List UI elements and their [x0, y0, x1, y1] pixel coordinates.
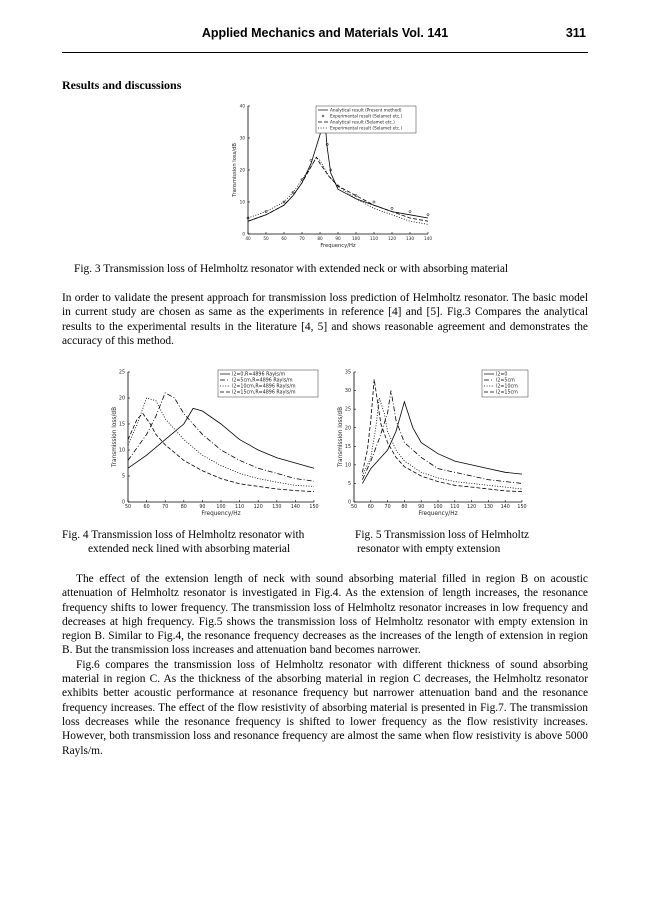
y-tick-label: 30: [344, 389, 351, 395]
y-tick-label: 5: [121, 474, 125, 480]
y-tick-label: 25: [118, 370, 125, 376]
legend-entry: l2=0: [496, 372, 508, 378]
legend-entry: l2=0,R=4896 Rayls/m: [232, 372, 286, 378]
legend-entry: l2=5cm: [496, 378, 515, 384]
legend: [316, 106, 416, 133]
y-tick-label: 10: [239, 199, 245, 205]
y-tick-label: 20: [118, 396, 125, 402]
y-tick-label: 35: [344, 370, 351, 376]
x-tick-label: 150: [517, 505, 527, 510]
series-line-3: [362, 398, 522, 489]
figure-3-caption: Fig. 3 Transmission loss of Helmholtz resonator with extended neck or with absorbing material: [74, 263, 509, 275]
x-tick-label: 130: [406, 236, 414, 241]
legend: [482, 370, 528, 397]
y-tick-label: 10: [118, 448, 125, 454]
x-tick-label: 100: [216, 505, 226, 510]
x-tick-label: 50: [350, 505, 358, 510]
y-tick-label: 20: [344, 426, 351, 432]
x-tick-label: 130: [272, 505, 282, 510]
x-tick-label: 140: [424, 236, 432, 241]
y-tick-label: 0: [121, 500, 125, 506]
y-tick-label: 25: [344, 407, 351, 413]
figure-4-caption: [62, 528, 304, 556]
running-header: [62, 22, 588, 53]
journal-title: Applied Mechanics and Materials Vol. 141: [201, 26, 449, 40]
legend-entry: l2=10cm,R=4896 Rayls/m: [232, 384, 296, 390]
paragraph-2: The effect of the extension length of neck with sound absorbing material filled in region B on acoustic attenuation of Helmholtz resonator is investigated in Fig.4. As the extension of length increases, the resonance frequency shifts to lower frequency. The transmission loss of Helmholtz resonator increases in low frequency and decreases at high frequency. Fig.5 shows the transmission loss of Helmholtz resonator with empty extension in region B. Similar to Fig.4, the resonance frequency decreases as the increases of the length of extension in region B. But the transmission loss increases and attenuation band becomes narrower.: [62, 573, 588, 657]
x-tick-label: 100: [352, 236, 360, 241]
x-tick-label: 110: [235, 505, 245, 510]
legend-entry: Experimental result (Selamet etc.): [330, 113, 403, 119]
x-tick-label: 90: [199, 505, 206, 510]
y-tick-label: 0: [242, 231, 245, 237]
legend-entry: l2=5cm,R=4896 Rayls/m: [232, 378, 293, 384]
x-tick-label: 150: [309, 505, 319, 510]
x-tick-label: 120: [253, 505, 263, 510]
x-tick-label: 90: [418, 505, 425, 510]
x-tick-label: 110: [370, 236, 378, 241]
figure-3-chart: [230, 100, 440, 258]
series-line-2: [362, 391, 522, 484]
x-tick-label: 90: [335, 236, 341, 241]
x-axis-label: Frequency/Hz: [320, 243, 356, 249]
x-tick-label: 80: [401, 505, 408, 510]
section-title: Results and discussions: [62, 78, 182, 92]
figure-4-caption-line2: extended neck lined with absorbing material: [88, 543, 291, 555]
data-point: [373, 201, 375, 203]
paragraph-1-text: In order to validate the present approach for transmission loss prediction of Helmholtz resonator. The basic model in current study are chosen as same as the experiments in reference [4] and [5]. Fig.3 Compares the analytical results to the experimental results in the literature [4, 5] and shows reasonable agreement and demonstrates the accuracy of this method.: [62, 292, 588, 347]
y-tick-label: 5: [347, 482, 351, 488]
x-axis-label: Frequency/Hz: [418, 511, 458, 517]
y-axis-label: Transmission loss/dB: [338, 406, 344, 468]
y-tick-label: 20: [239, 167, 245, 173]
series-line-1: [128, 408, 314, 468]
x-tick-label: 40: [245, 236, 251, 241]
figure-5-caption: [355, 528, 529, 556]
paragraph-3: Fig.6 compares the transmission loss of Helmholtz resonator with different thickness of sound absorbing material in region C. As the thickness of the absorbing material in region C decreases, the Helmholtz resonator exhibits better acoustic performance at resonance frequency but narrower attenuation band and the resonance frequency increases. The effect of the flow resistivity of absorbing material is presented in Fig.7. The transmission loss decreases while the resonance frequency is shifted to lower frequency as the flow resistivity increases. However, both transmission loss and resonance frequency are almost the same when flow resistivity is above 5000 Rayls/m.: [62, 658, 588, 757]
x-tick-label: 70: [162, 505, 169, 510]
series-line-4: [128, 414, 314, 492]
y-tick-label: 15: [118, 422, 125, 428]
x-tick-label: 120: [388, 236, 396, 241]
x-tick-label: 50: [263, 236, 269, 241]
figure-5-caption-line2: resonator with empty extension: [357, 543, 501, 555]
x-tick-label: 140: [500, 505, 510, 510]
page-number: 311: [565, 26, 586, 40]
y-tick-label: 10: [344, 463, 351, 469]
series-line-1: [362, 402, 522, 484]
y-tick-label: 0: [347, 500, 351, 506]
x-tick-label: 60: [367, 505, 374, 510]
data-point: [391, 207, 393, 209]
x-tick-label: 80: [180, 505, 187, 510]
legend-entry: Analytical result (Present method): [330, 107, 402, 113]
x-tick-label: 50: [124, 505, 132, 510]
x-tick-label: 120: [467, 505, 477, 510]
x-tick-label: 70: [299, 236, 305, 241]
legend-entry: Analytical result (Selamet etc.): [330, 119, 395, 125]
legend-entry: l2=10cm: [496, 384, 518, 390]
paragraph-1: [62, 291, 588, 348]
legend-entry: l2=15cm,R=4896 Rayls/m: [232, 390, 296, 396]
x-tick-label: 70: [384, 505, 391, 510]
x-tick-label: 80: [317, 236, 323, 241]
legend: [218, 370, 318, 397]
y-axis-label: Transmission loss/dB: [232, 143, 238, 197]
figure-4-chart: [100, 366, 322, 526]
x-tick-label: 60: [281, 236, 287, 241]
y-tick-label: 30: [239, 135, 245, 141]
x-tick-label: 100: [433, 505, 443, 510]
legend-entry: Experimental result (Selamet etc.): [330, 125, 403, 131]
series-line-4: [248, 157, 428, 224]
legend-entry: l2=15cm: [496, 390, 518, 396]
x-tick-label: 60: [143, 505, 150, 510]
figure-4-caption-line1: Fig. 4 Transmission loss of Helmholtz resonator with: [62, 529, 305, 541]
series-line-3: [128, 398, 314, 486]
x-tick-label: 130: [483, 505, 493, 510]
x-axis-label: Frequency/Hz: [201, 511, 241, 517]
y-axis-label: Transmission loss/dB: [112, 406, 118, 468]
y-tick-label: 40: [239, 103, 245, 109]
x-tick-label: 110: [450, 505, 460, 510]
figure-5-caption-line1: Fig. 5 Transmission loss of Helmholtz: [355, 529, 530, 541]
x-tick-label: 140: [290, 505, 300, 510]
figure-5-chart: [330, 366, 530, 526]
series-line-2: [128, 393, 314, 481]
data-point: [427, 214, 429, 216]
discussion-body: [62, 572, 588, 758]
y-tick-label: 15: [344, 444, 351, 450]
data-point: [409, 211, 411, 213]
